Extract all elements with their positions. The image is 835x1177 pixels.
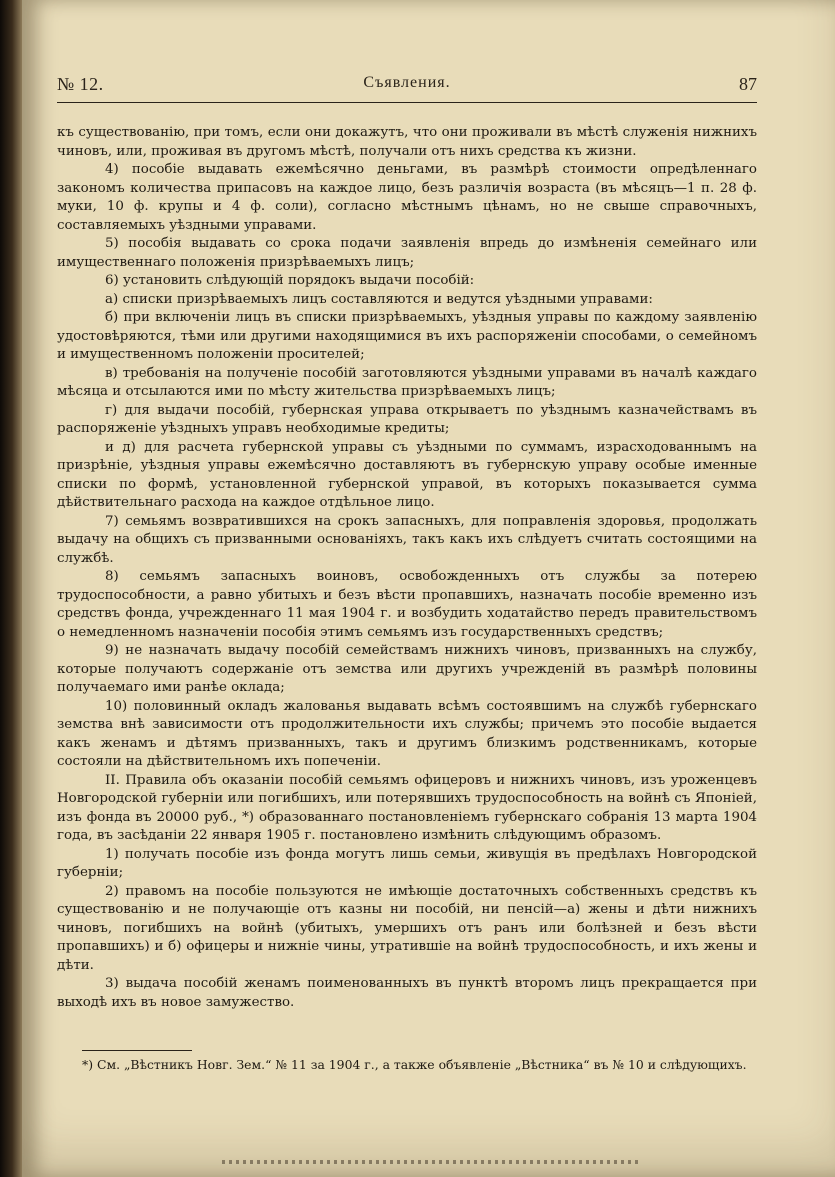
paragraph: и д) для расчета губернской управы съ уѣздными по суммамъ, израсходованнымъ на призрѣніе, уѣздныя управы ежемѣсячно доставляютъ въ губернскую управу особые именные списки по формѣ, установленной губернской управой, въ которыхъ показывается сумма дѣйствительнаго расхода на каждое отдѣльное лицо. xyxy=(57,439,757,510)
paragraph: 9) не назначать выдачу пособій семействамъ нижнихъ чиновъ, призванныхъ на службу, которые получаютъ содержаніе отъ земства или другихъ учрежденій въ размѣрѣ половины получаемаго ими ранѣе оклада; xyxy=(57,643,757,695)
section-title: Съявления. xyxy=(363,74,451,91)
body-text xyxy=(57,124,757,1012)
paragraph: 5) пособія выдавать со срока подачи заявленія впредь до измѣненія семейнаго или имущественнаго положенія призрѣваемыхъ лицъ; xyxy=(57,236,757,270)
paragraph: 3) выдача пособій женамъ поименованныхъ въ пунктѣ второмъ лицъ прекращается при выходѣ ихъ въ новое замужество. xyxy=(57,976,757,1010)
paragraph: 6) установить слѣдующій порядокъ выдачи пособій: xyxy=(105,273,475,288)
paragraph: 8) семьямъ запасныхъ воиновъ, освобожденныхъ отъ службы за потерею трудоспособности, а равно убитыхъ и безъ вѣсти пропавшихъ, назначать пособіе временно изъ средствъ фонда, учрежденнаго 11 мая 1904 г. и возбудить ходатайство передъ правительствомъ о немедленномъ назначеніи пособія этимъ семьямъ изъ государственныхъ средствъ; xyxy=(57,569,757,640)
paragraph: 10) половинный окладъ жалованья выдавать всѣмъ состоявшимъ на службѣ губернскаго земства внѣ зависимости отъ продолжительности ихъ службы; причемъ это пособіе выдается какъ женамъ и дѣтямъ призванныхъ, такъ и другимъ близкимъ родственникамъ, которые состояли на дѣйствительномъ ихъ попеченіи. xyxy=(57,698,757,769)
paragraph: б) при включеніи лицъ въ списки призрѣваемыхъ, уѣздныя управы по каждому заявленію удостовѣряются, тѣми или другими находящимися въ ихъ распоряженіи способами, о семейномъ и имущественномъ положеніи просителей; xyxy=(57,310,757,362)
footnote: *) См. „Вѣстникъ Новг. Зем.“ № 11 за 1904 г., а также объявленіе „Вѣстника“ въ № 10 и слѣдующихъ. xyxy=(82,1057,747,1072)
footnote-rule xyxy=(82,1050,192,1051)
page xyxy=(22,0,835,1177)
header-rule xyxy=(57,102,757,103)
page-header xyxy=(57,74,757,100)
paragraph: а) списки призрѣваемыхъ лицъ составляются и ведутся уѣздными управами: xyxy=(105,291,653,307)
paragraph: 7) семьямъ возвратившихся на срокъ запасныхъ, для поправленія здоровья, продолжать выдачу на общихъ съ призванными основаніяхъ, такъ какъ ихъ слѣдуетъ считать состоящими на службѣ. xyxy=(57,513,757,566)
paragraph: в) требованія на полученіе пособій заготовляются уѣздными управами въ началѣ каждаго мѣсяца и отсылаются ими по мѣсту жительства призрѣваемыхъ лицъ; xyxy=(57,365,757,399)
paragraph: 4) пособіе выдавать ежемѣсячно деньгами, въ размѣрѣ стоимости опредѣленнаго закономъ количества припасовъ на каждое лицо, безъ различія возраста (въ мѣсяцъ—1 п. 28 ф. муки, 10 ф. крупы и 4 ф. соли), согласно мѣстнымъ цѣнамъ, но не свыше справочныхъ, составляемыхъ уѣздными управами. xyxy=(57,162,757,233)
paragraph: г) для выдачи пособій, губернская управа открываетъ по уѣзднымъ казначействамъ въ распоряженіе уѣздныхъ управъ необходимые кредиты; xyxy=(57,402,757,436)
page-number: 87 xyxy=(739,74,757,94)
book-binding xyxy=(0,0,22,1177)
paragraph: къ существованію, при томъ, если они докажутъ, что они проживали въ мѣстѣ служенія нижнихъ чиновъ, или, проживая въ другомъ мѣстѣ, получали отъ нихъ средства къ жизни. xyxy=(57,125,757,159)
scan-artifact-dots xyxy=(222,1160,642,1164)
paragraph: 2) правомъ на пособіе пользуются не имѣющіе достаточныхъ собственныхъ средствъ къ существованію и не получающіе отъ казны ни пособій, ни пенсій—а) жены и дѣти нижнихъ чиновъ, погибшихъ на войнѣ (убитыхъ, умершихъ отъ ранъ или болѣзней и безъ вѣсти пропавшихъ) и б) офицеры и нижніе чины, утратившіе на войнѣ трудоспособность, и ихъ жены и дѣти. xyxy=(57,883,757,973)
paragraph: 1) получать пособіе изъ фонда могутъ лишь семьи, живущія въ предѣлахъ Новгородской губерніи; xyxy=(57,846,757,880)
issue-number: № 12. xyxy=(57,74,104,94)
paragraph: II. Правила объ оказаніи пособій семьямъ офицеровъ и нижнихъ чиновъ, изъ уроженцевъ Новгородской губерніи или погибшихъ, или потерявшихъ трудоспособность на войнѣ съ Японіей, изъ фонда въ 20000 руб., *) образованнаго постановленіемъ губернскаго собранія 13 марта 1904 года, въ засѣданіи 22 января 1905 г. постановлено измѣнить слѣдующимъ образомъ. xyxy=(57,772,757,843)
